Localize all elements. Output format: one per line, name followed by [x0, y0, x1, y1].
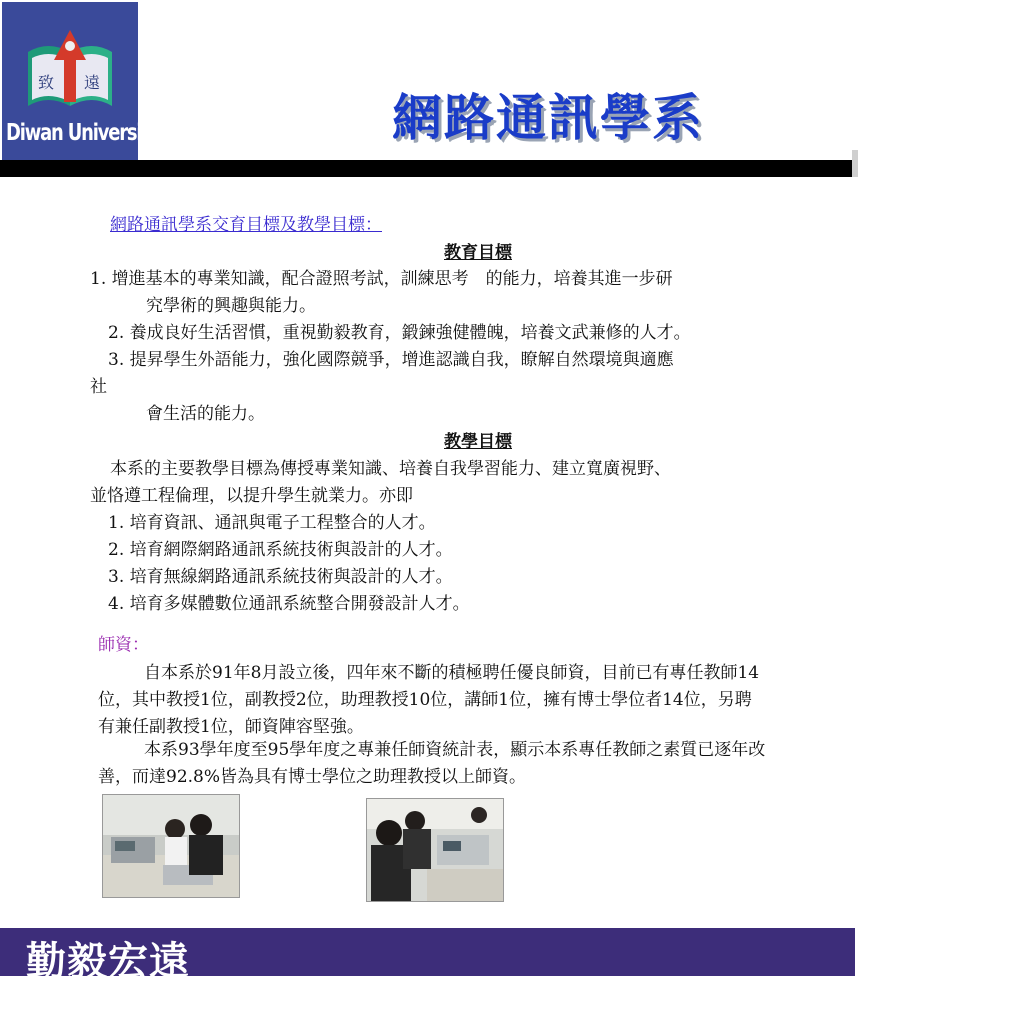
svg-text:遠: 遠 [84, 73, 101, 92]
edu-goal-3-wrap: 社 [90, 377, 107, 397]
faculty-line-1: 自本系於91年8月設立後，四年來不斷的積極聘任優良師資，目前已有專任教師14 [144, 663, 760, 683]
goals-subheading: 網路通訊學系交育目標及教學目標： [110, 215, 382, 235]
footer-motto: 勤毅宏遠 [26, 939, 190, 985]
teaching-goal-3: 3. 培育無線網路通訊系統技術與設計的人才。 [108, 567, 453, 587]
edu-goal-3: 3. 提昇學生外語能力，強化國際競爭，增進認識自我，瞭解自然環境與適應 [108, 350, 674, 370]
edu-goal-2: 2. 養成良好生活習慣，重視勤毅教育，鍛鍊強健體魄，培養文武兼修的人才。 [108, 323, 691, 343]
faculty-line-2: 位，其中教授1位，副教授2位，助理教授10位，講師1位，擁有博士學位者14位，另聘 [98, 690, 752, 710]
teaching-intro-2: 並恪遵工程倫理，以提升學生就業力。亦即 [90, 486, 413, 506]
faculty-label: 師資： [98, 635, 149, 655]
teaching-goal-1: 1. 培育資訊、通訊與電子工程整合的人才。 [108, 513, 436, 533]
teaching-goal-4: 4. 培育多媒體數位通訊系統整合開發設計人才。 [108, 594, 470, 614]
university-logo [2, 2, 160, 176]
teaching-goal-2: 2. 培育網際網路通訊系統技術與設計的人才。 [108, 540, 453, 560]
edu-goal-1: 1. 增進基本的專業知識，配合證照考試，訓練思考 的能力，培養其進一步研 [90, 269, 673, 289]
lab-photo-2 [366, 798, 504, 902]
page-title: 網路通訊學系 [392, 88, 704, 147]
header-divider-bar [0, 160, 852, 177]
header-divider-shadow [852, 150, 858, 177]
svg-text:致: 致 [38, 73, 55, 92]
faculty-line-3: 有兼任副教授1位，師資陣容堅強。 [98, 717, 364, 737]
teaching-goals-heading: 教學目標 [444, 432, 512, 452]
book-emblem-icon [24, 22, 116, 114]
education-goals-heading: 教育目標 [444, 243, 512, 263]
lab-photo-1 [102, 794, 240, 898]
logo-wordmark: Diwan University [6, 120, 160, 146]
teaching-intro-1: 本系的主要教學目標為傳授專業知識、培養自我學習能力、建立寬廣視野、 [110, 459, 671, 479]
edu-goal-1-cont: 究學術的興趣與能力。 [146, 296, 316, 316]
faculty-line-4: 本系93學年度至95學年度之專兼任師資統計表，顯示本系專任教師之素質已逐年改 [144, 740, 766, 760]
faculty-line-5: 善，而達92.8%皆為具有博士學位之助理教授以上師資。 [98, 767, 527, 787]
edu-goal-3-cont: 會生活的能力。 [146, 404, 265, 424]
